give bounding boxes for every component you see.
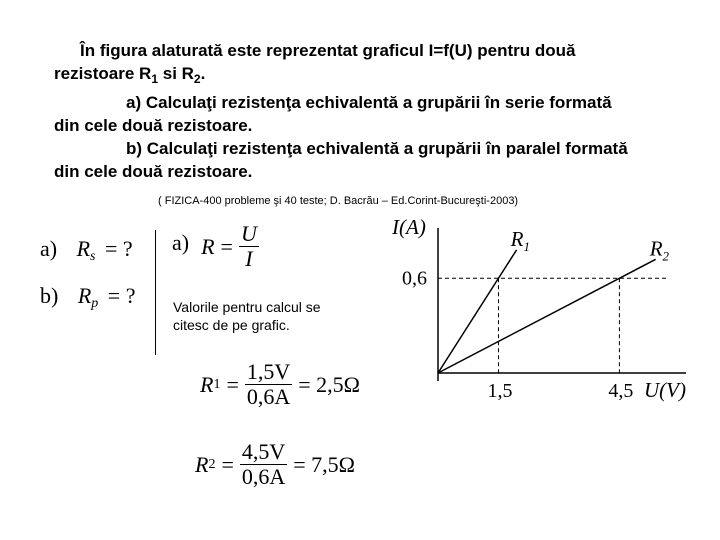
unknown-a: a) $R_s$ = ?: [40, 236, 133, 264]
x-tick-label-2: 4,5: [608, 380, 634, 402]
source-citation: ( FIZICA-400 probleme şi 40 teste; D. Bacrău – Ed.Corint-Bucureşti-2003): [158, 195, 519, 207]
problem-line-4: din cele două rezistoare.: [54, 116, 253, 135]
column-divider: [155, 230, 156, 355]
equation-r2-fraction: $\frac{4,5V}{0,6A}$: [241, 439, 286, 489]
equation-r2: R 2 = $\frac{4,5V}{0,6A}$ = 7,5Ω: [195, 439, 356, 489]
y-tick-label: 0,6: [402, 267, 427, 290]
problem-line-2: rezistoare $R_1$ si $R_2$.: [54, 64, 206, 86]
problem-line-1: În figura alaturată este reprezentat graficul I=f(U) pentru două: [80, 41, 576, 60]
equation-r1: R 1 = $\frac{1,5V}{0,6A}$ = 2,5Ω: [200, 359, 361, 409]
formula-fraction: $\frac{U}{I}$: [240, 221, 257, 271]
problem-line-6: din cele două rezistoare.: [54, 162, 253, 181]
problem-line-5: b) Calculaţi rezistenţa echivalentă a grupării în paralel formată: [126, 139, 628, 158]
formula-ohm: a) R = $\frac{U}{I}$: [172, 221, 257, 271]
note-text: Valorile pentru calcul se citesc de pe grafic.: [173, 299, 321, 333]
series-label-r2: $R_2$: [649, 236, 670, 264]
x-axis-label: U(V): [644, 378, 686, 402]
problem-line-3: a) Calculaţi rezistenţa echivalentă a grupării în serie formată: [126, 93, 612, 112]
x-tick-label-1: 1,5: [487, 380, 513, 402]
unknown-b: b) $R_p$ = ?: [40, 283, 136, 311]
series-line-r1: [438, 250, 517, 373]
equation-r1-fraction: $\frac{1,5V}{0,6A}$: [246, 359, 291, 409]
current-voltage-chart: [380, 210, 710, 410]
series-line-r2: [438, 259, 656, 373]
y-axis-label: I(A): [392, 215, 426, 239]
series-label-r1: $R_1$: [510, 226, 530, 254]
